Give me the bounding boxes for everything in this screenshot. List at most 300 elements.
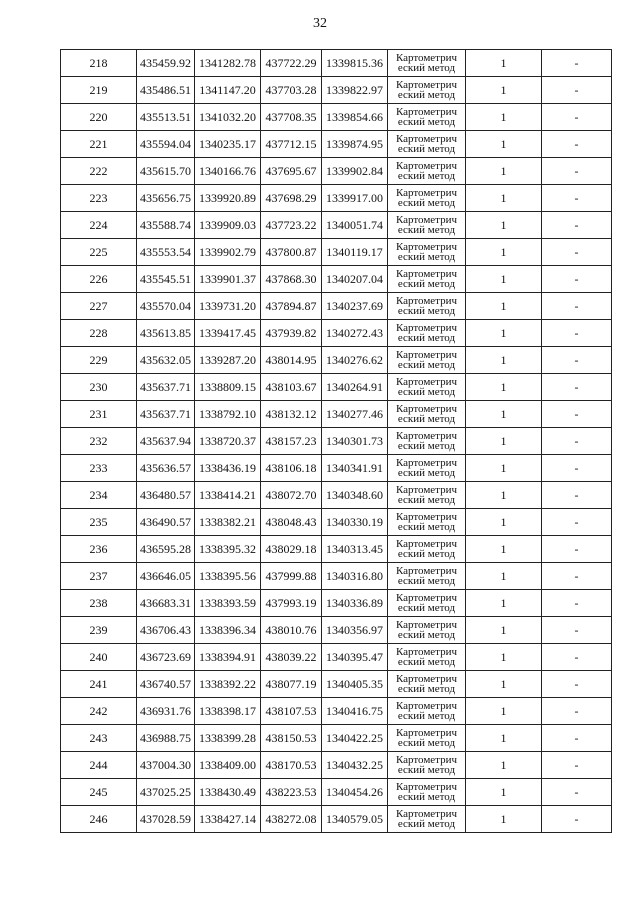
x2-cell: 438077.19: [261, 671, 322, 698]
table-row: [61, 77, 612, 104]
y1-cell: 1338395.56: [195, 563, 261, 590]
accuracy-cell: 1: [466, 401, 542, 428]
table-row: [61, 455, 612, 482]
method-text-line: еский метод: [397, 575, 456, 587]
x1-cell: 436595.28: [137, 536, 195, 563]
x1-cell: 436646.05: [137, 563, 195, 590]
method-cell: [388, 563, 466, 590]
x1-cell: 435553.54: [137, 239, 195, 266]
x1-cell: 435459.92: [137, 50, 195, 77]
point-number-cell: 246: [61, 806, 137, 833]
x2-cell: 438223.53: [261, 779, 322, 806]
method-cell: [388, 158, 466, 185]
method-text-line: Картометрич: [395, 780, 458, 793]
y1-cell: 1338382.21: [195, 509, 261, 536]
table-row: [61, 320, 612, 347]
y1-cell: 1338394.91: [195, 644, 261, 671]
x1-cell: 436988.75: [137, 725, 195, 752]
table-row: [61, 617, 612, 644]
method-text-line: еский метод: [397, 440, 456, 452]
method-text-line: Картометрич: [395, 213, 458, 226]
method-cell: [388, 806, 466, 833]
method-cell: [388, 725, 466, 752]
y1-cell: 1338396.34: [195, 617, 261, 644]
method-text-line: еский метод: [397, 737, 456, 749]
note-cell: -: [542, 509, 612, 536]
y2-cell: 1340272.43: [322, 320, 388, 347]
method-cell: [388, 509, 466, 536]
y2-cell: 1339874.95: [322, 131, 388, 158]
method-text-line: Картометрич: [395, 186, 458, 199]
method-text-line: еский метод: [397, 305, 456, 317]
y2-cell: 1340051.74: [322, 212, 388, 239]
method-text-line: Картометрич: [395, 429, 458, 442]
y2-cell: 1339917.00: [322, 185, 388, 212]
y2-cell: 1340330.19: [322, 509, 388, 536]
point-number-cell: 231: [61, 401, 137, 428]
x2-cell: 438010.76: [261, 617, 322, 644]
y2-cell: 1340395.47: [322, 644, 388, 671]
note-cell: -: [542, 779, 612, 806]
point-number-cell: 224: [61, 212, 137, 239]
y2-cell: 1340454.26: [322, 779, 388, 806]
x1-cell: 435545.51: [137, 266, 195, 293]
y2-cell: 1340119.17: [322, 239, 388, 266]
table-row: [61, 185, 612, 212]
x1-cell: 435594.04: [137, 131, 195, 158]
note-cell: -: [542, 374, 612, 401]
y1-cell: 1338792.10: [195, 401, 261, 428]
table-row: [61, 428, 612, 455]
table-row: [61, 131, 612, 158]
table-row: [61, 212, 612, 239]
point-number-cell: 232: [61, 428, 137, 455]
accuracy-cell: 1: [466, 77, 542, 104]
x2-cell: 437800.87: [261, 239, 322, 266]
x2-cell: 438103.67: [261, 374, 322, 401]
y1-cell: 1340235.17: [195, 131, 261, 158]
point-number-cell: 233: [61, 455, 137, 482]
x1-cell: 435632.05: [137, 347, 195, 374]
y1-cell: 1341147.20: [195, 77, 261, 104]
method-text-line: еский метод: [397, 818, 456, 830]
table-row: [61, 293, 612, 320]
method-text-line: Картометрич: [395, 726, 458, 739]
x1-cell: 435636.57: [137, 455, 195, 482]
y2-cell: 1340264.91: [322, 374, 388, 401]
method-cell: [388, 590, 466, 617]
point-number-cell: 228: [61, 320, 137, 347]
y1-cell: 1338395.32: [195, 536, 261, 563]
method-text-line: еский метод: [397, 278, 456, 290]
method-text-line: Картометрич: [395, 51, 458, 64]
accuracy-cell: 1: [466, 563, 542, 590]
y1-cell: 1338399.28: [195, 725, 261, 752]
y2-cell: 1340237.69: [322, 293, 388, 320]
point-number-cell: 221: [61, 131, 137, 158]
note-cell: -: [542, 104, 612, 131]
x2-cell: 437698.29: [261, 185, 322, 212]
method-text-line: Картометрич: [395, 240, 458, 253]
method-text-line: еский метод: [397, 791, 456, 803]
coordinates-table: [60, 49, 612, 833]
note-cell: -: [542, 671, 612, 698]
accuracy-cell: 1: [466, 752, 542, 779]
point-number-cell: 218: [61, 50, 137, 77]
x2-cell: 437894.87: [261, 293, 322, 320]
x1-cell: 436490.57: [137, 509, 195, 536]
method-text-line: еский метод: [397, 359, 456, 371]
y2-cell: 1340348.60: [322, 482, 388, 509]
table-row: [61, 482, 612, 509]
y1-cell: 1339731.20: [195, 293, 261, 320]
table-row: [61, 347, 612, 374]
point-number-cell: 235: [61, 509, 137, 536]
point-number-cell: 239: [61, 617, 137, 644]
method-cell: [388, 239, 466, 266]
method-text-line: Картометрич: [395, 78, 458, 91]
point-number-cell: 226: [61, 266, 137, 293]
x2-cell: 438272.08: [261, 806, 322, 833]
method-text-line: еский метод: [397, 89, 456, 101]
x1-cell: 435656.75: [137, 185, 195, 212]
y1-cell: 1339902.79: [195, 239, 261, 266]
table-row: [61, 239, 612, 266]
y2-cell: 1339815.36: [322, 50, 388, 77]
y1-cell: 1338409.00: [195, 752, 261, 779]
table-row: [61, 401, 612, 428]
x1-cell: 435613.85: [137, 320, 195, 347]
table-row: [61, 779, 612, 806]
y2-cell: 1340422.25: [322, 725, 388, 752]
y2-cell: 1340277.46: [322, 401, 388, 428]
y2-cell: 1340276.62: [322, 347, 388, 374]
point-number-cell: 223: [61, 185, 137, 212]
y1-cell: 1341282.78: [195, 50, 261, 77]
table-row: [61, 563, 612, 590]
accuracy-cell: 1: [466, 671, 542, 698]
point-number-cell: 225: [61, 239, 137, 266]
y2-cell: 1340579.05: [322, 806, 388, 833]
point-number-cell: 234: [61, 482, 137, 509]
method-cell: [388, 266, 466, 293]
y1-cell: 1338720.37: [195, 428, 261, 455]
method-cell: [388, 347, 466, 374]
point-number-cell: 241: [61, 671, 137, 698]
note-cell: -: [542, 617, 612, 644]
method-cell: [388, 320, 466, 347]
x2-cell: 438170.53: [261, 752, 322, 779]
table-row: [61, 752, 612, 779]
method-text-line: Картометрич: [395, 537, 458, 550]
accuracy-cell: 1: [466, 698, 542, 725]
x1-cell: 435486.51: [137, 77, 195, 104]
x1-cell: 436706.43: [137, 617, 195, 644]
note-cell: -: [542, 320, 612, 347]
point-number-cell: 244: [61, 752, 137, 779]
note-cell: -: [542, 590, 612, 617]
x1-cell: 437025.25: [137, 779, 195, 806]
point-number-cell: 219: [61, 77, 137, 104]
x1-cell: 435570.04: [137, 293, 195, 320]
x1-cell: 437004.30: [137, 752, 195, 779]
method-cell: [388, 50, 466, 77]
note-cell: -: [542, 239, 612, 266]
method-cell: [388, 671, 466, 698]
note-cell: -: [542, 293, 612, 320]
method-text-line: еский метод: [397, 764, 456, 776]
y2-cell: 1340336.89: [322, 590, 388, 617]
x1-cell: 436683.31: [137, 590, 195, 617]
x2-cell: 437695.67: [261, 158, 322, 185]
note-cell: -: [542, 401, 612, 428]
method-text-line: Картометрич: [395, 645, 458, 658]
accuracy-cell: 1: [466, 158, 542, 185]
y1-cell: 1339287.20: [195, 347, 261, 374]
method-text-line: Картометрич: [395, 753, 458, 766]
table-row: [61, 50, 612, 77]
method-text-line: еский метод: [397, 656, 456, 668]
method-text-line: еский метод: [397, 629, 456, 641]
method-cell: [388, 104, 466, 131]
method-cell: [388, 212, 466, 239]
x2-cell: 437708.35: [261, 104, 322, 131]
method-cell: [388, 401, 466, 428]
accuracy-cell: 1: [466, 482, 542, 509]
note-cell: -: [542, 131, 612, 158]
x1-cell: 435637.71: [137, 401, 195, 428]
method-text-line: Картометрич: [395, 618, 458, 631]
x1-cell: 436931.76: [137, 698, 195, 725]
x2-cell: 438106.18: [261, 455, 322, 482]
note-cell: -: [542, 77, 612, 104]
point-number-cell: 230: [61, 374, 137, 401]
method-text-line: еский метод: [397, 710, 456, 722]
page-number: 32: [313, 16, 327, 31]
method-text-line: Картометрич: [395, 591, 458, 604]
method-text-line: Картометрич: [395, 699, 458, 712]
method-text-line: еский метод: [397, 521, 456, 533]
x2-cell: 438150.53: [261, 725, 322, 752]
accuracy-cell: 1: [466, 509, 542, 536]
y2-cell: 1340356.97: [322, 617, 388, 644]
y1-cell: 1338414.21: [195, 482, 261, 509]
point-number-cell: 245: [61, 779, 137, 806]
table-row: [61, 644, 612, 671]
x2-cell: 438107.53: [261, 698, 322, 725]
note-cell: -: [542, 455, 612, 482]
y1-cell: 1339901.37: [195, 266, 261, 293]
note-cell: -: [542, 266, 612, 293]
point-number-cell: 227: [61, 293, 137, 320]
accuracy-cell: 1: [466, 212, 542, 239]
x2-cell: 437868.30: [261, 266, 322, 293]
point-number-cell: 243: [61, 725, 137, 752]
method-text-line: Картометрич: [395, 159, 458, 172]
method-text-line: еский метод: [397, 683, 456, 695]
y2-cell: 1339854.66: [322, 104, 388, 131]
method-text-line: Картометрич: [395, 510, 458, 523]
note-cell: -: [542, 185, 612, 212]
method-text-line: Картометрич: [395, 375, 458, 388]
method-text-line: Картометрич: [395, 564, 458, 577]
y2-cell: 1340416.75: [322, 698, 388, 725]
table-row: [61, 266, 612, 293]
method-cell: [388, 482, 466, 509]
method-text-line: еский метод: [397, 224, 456, 236]
y1-cell: 1339909.03: [195, 212, 261, 239]
accuracy-cell: 1: [466, 293, 542, 320]
x2-cell: 438072.70: [261, 482, 322, 509]
method-text-line: Картометрич: [395, 807, 458, 820]
y1-cell: 1339920.89: [195, 185, 261, 212]
y2-cell: 1340207.04: [322, 266, 388, 293]
method-text-line: еский метод: [397, 467, 456, 479]
point-number-cell: 236: [61, 536, 137, 563]
x2-cell: 437723.22: [261, 212, 322, 239]
method-cell: [388, 185, 466, 212]
method-cell: [388, 536, 466, 563]
method-text-line: Картометрич: [395, 267, 458, 280]
method-text-line: еский метод: [397, 602, 456, 614]
note-cell: -: [542, 725, 612, 752]
note-cell: -: [542, 212, 612, 239]
table-row: [61, 158, 612, 185]
x1-cell: 435588.74: [137, 212, 195, 239]
method-text-line: еский метод: [397, 116, 456, 128]
method-text-line: Картометрич: [395, 105, 458, 118]
method-text-line: Картометрич: [395, 294, 458, 307]
accuracy-cell: 1: [466, 374, 542, 401]
x2-cell: 437712.15: [261, 131, 322, 158]
method-cell: [388, 293, 466, 320]
y1-cell: 1341032.20: [195, 104, 261, 131]
point-number-cell: 220: [61, 104, 137, 131]
note-cell: -: [542, 806, 612, 833]
note-cell: -: [542, 482, 612, 509]
accuracy-cell: 1: [466, 239, 542, 266]
method-text-line: еский метод: [397, 494, 456, 506]
method-text-line: Картометрич: [395, 456, 458, 469]
method-cell: [388, 779, 466, 806]
accuracy-cell: 1: [466, 266, 542, 293]
table-body: [61, 50, 612, 833]
y1-cell: 1338809.15: [195, 374, 261, 401]
table-row: [61, 725, 612, 752]
accuracy-cell: 1: [466, 320, 542, 347]
method-text-line: еский метод: [397, 143, 456, 155]
table-row: [61, 536, 612, 563]
x2-cell: 438014.95: [261, 347, 322, 374]
method-text-line: еский метод: [397, 170, 456, 182]
accuracy-cell: 1: [466, 806, 542, 833]
method-cell: [388, 698, 466, 725]
table-row: [61, 806, 612, 833]
y2-cell: 1339902.84: [322, 158, 388, 185]
method-cell: [388, 455, 466, 482]
method-cell: [388, 752, 466, 779]
y1-cell: 1338436.19: [195, 455, 261, 482]
x1-cell: 435615.70: [137, 158, 195, 185]
method-text-line: еский метод: [397, 386, 456, 398]
method-text-line: еский метод: [397, 251, 456, 263]
accuracy-cell: 1: [466, 617, 542, 644]
note-cell: -: [542, 644, 612, 671]
y1-cell: 1339417.45: [195, 320, 261, 347]
y1-cell: 1338398.17: [195, 698, 261, 725]
accuracy-cell: 1: [466, 725, 542, 752]
accuracy-cell: 1: [466, 131, 542, 158]
accuracy-cell: 1: [466, 104, 542, 131]
y2-cell: 1340313.45: [322, 536, 388, 563]
x2-cell: 438157.23: [261, 428, 322, 455]
method-text-line: Картометрич: [395, 132, 458, 145]
method-text-line: еский метод: [397, 197, 456, 209]
note-cell: -: [542, 428, 612, 455]
x2-cell: 437722.29: [261, 50, 322, 77]
y2-cell: 1340301.73: [322, 428, 388, 455]
method-cell: [388, 428, 466, 455]
point-number-cell: 238: [61, 590, 137, 617]
note-cell: -: [542, 752, 612, 779]
accuracy-cell: 1: [466, 779, 542, 806]
x2-cell: 438029.18: [261, 536, 322, 563]
note-cell: -: [542, 698, 612, 725]
table-row: [61, 671, 612, 698]
accuracy-cell: 1: [466, 455, 542, 482]
y2-cell: 1339822.97: [322, 77, 388, 104]
y2-cell: 1340341.91: [322, 455, 388, 482]
note-cell: -: [542, 347, 612, 374]
note-cell: -: [542, 563, 612, 590]
y2-cell: 1340316.80: [322, 563, 388, 590]
method-text-line: Картометрич: [395, 348, 458, 361]
accuracy-cell: 1: [466, 50, 542, 77]
table-row: [61, 590, 612, 617]
method-text-line: Картометрич: [395, 402, 458, 415]
table-row: [61, 104, 612, 131]
method-text-line: Картометрич: [395, 483, 458, 496]
point-number-cell: 240: [61, 644, 137, 671]
x2-cell: 437999.88: [261, 563, 322, 590]
point-number-cell: 237: [61, 563, 137, 590]
accuracy-cell: 1: [466, 428, 542, 455]
method-cell: [388, 374, 466, 401]
note-cell: -: [542, 536, 612, 563]
x1-cell: 435637.94: [137, 428, 195, 455]
method-cell: [388, 77, 466, 104]
point-number-cell: 222: [61, 158, 137, 185]
method-text-line: еский метод: [397, 548, 456, 560]
method-text-line: еский метод: [397, 62, 456, 74]
x2-cell: 438048.43: [261, 509, 322, 536]
x1-cell: 436723.69: [137, 644, 195, 671]
x1-cell: 435513.51: [137, 104, 195, 131]
x2-cell: 438039.22: [261, 644, 322, 671]
accuracy-cell: 1: [466, 185, 542, 212]
y1-cell: 1340166.76: [195, 158, 261, 185]
method-cell: [388, 644, 466, 671]
y2-cell: 1340405.35: [322, 671, 388, 698]
x1-cell: 436740.57: [137, 671, 195, 698]
method-text-line: Картометрич: [395, 672, 458, 685]
x2-cell: 438132.12: [261, 401, 322, 428]
point-number-cell: 229: [61, 347, 137, 374]
accuracy-cell: 1: [466, 347, 542, 374]
point-number-cell: 242: [61, 698, 137, 725]
y1-cell: 1338392.22: [195, 671, 261, 698]
accuracy-cell: 1: [466, 536, 542, 563]
